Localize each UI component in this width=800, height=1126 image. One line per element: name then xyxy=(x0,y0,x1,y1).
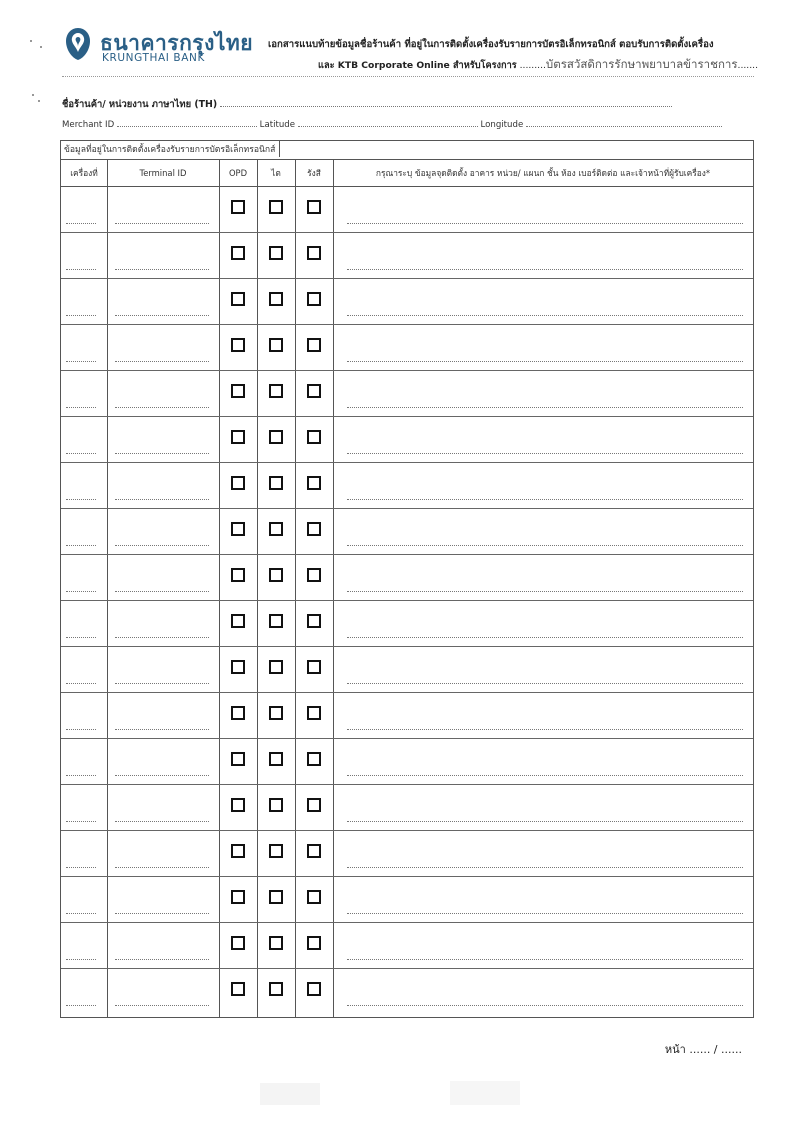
radiology-checkbox[interactable] xyxy=(307,338,321,352)
dialysis-checkbox[interactable] xyxy=(269,292,283,306)
table-row xyxy=(61,462,753,509)
machine-no-field[interactable] xyxy=(66,867,96,868)
dialysis-checkbox[interactable] xyxy=(269,614,283,628)
machine-no-field[interactable] xyxy=(66,315,96,316)
opd-checkbox[interactable] xyxy=(231,522,245,536)
terminal-id-field[interactable] xyxy=(115,913,209,914)
machine-no-field[interactable] xyxy=(66,775,96,776)
dialysis-checkbox[interactable] xyxy=(269,246,283,260)
terminal-id-field[interactable] xyxy=(115,499,209,500)
table-row xyxy=(61,186,753,233)
dialysis-checkbox[interactable] xyxy=(269,338,283,352)
terminal-id-field[interactable] xyxy=(115,361,209,362)
opd-checkbox[interactable] xyxy=(231,430,245,444)
opd-checkbox[interactable] xyxy=(231,890,245,904)
section-title-text: ข้อมูลที่อยู่ในการติดตั้งเครื่องรับรายการบัตรอิเล็กทรอนิกส์ xyxy=(64,141,280,157)
installation-details-field[interactable] xyxy=(347,269,743,270)
machine-no-field[interactable] xyxy=(66,637,96,638)
opd-checkbox[interactable] xyxy=(231,614,245,628)
terminal-id-field[interactable] xyxy=(115,821,209,822)
radiology-checkbox[interactable] xyxy=(307,706,321,720)
merchant-id-label: Merchant ID xyxy=(62,120,115,130)
radiology-checkbox[interactable] xyxy=(307,660,321,674)
table-row xyxy=(61,784,753,831)
machine-no-field[interactable] xyxy=(66,591,96,592)
installation-details-field[interactable] xyxy=(347,821,743,822)
dialysis-checkbox[interactable] xyxy=(269,476,283,490)
subtitle-prefix: และ KTB Corporate Online สำหรับโครงการ xyxy=(318,60,517,71)
faint-watermark xyxy=(250,1075,550,1115)
latitude-field[interactable] xyxy=(298,117,478,127)
installation-details-field[interactable] xyxy=(347,729,743,730)
logo-english-text: KRUNGTHAI BANK xyxy=(102,52,205,64)
table-row xyxy=(61,232,753,279)
installation-details-field[interactable] xyxy=(347,453,743,454)
dialysis-checkbox[interactable] xyxy=(269,936,283,950)
dialysis-checkbox[interactable] xyxy=(269,568,283,582)
machine-no-field[interactable] xyxy=(66,959,96,960)
radiology-checkbox[interactable] xyxy=(307,890,321,904)
opd-checkbox[interactable] xyxy=(231,982,245,996)
table-row xyxy=(61,370,753,417)
dialysis-checkbox[interactable] xyxy=(269,384,283,398)
scan-speck xyxy=(32,94,34,96)
merchant-name-line xyxy=(62,97,754,112)
col-machine: เครื่องที่ xyxy=(70,168,98,178)
radiology-checkbox[interactable] xyxy=(307,752,321,766)
terminal-id-field[interactable] xyxy=(115,453,209,454)
dialysis-checkbox[interactable] xyxy=(269,522,283,536)
merchant-name-field[interactable] xyxy=(220,97,672,107)
machine-no-field[interactable] xyxy=(66,499,96,500)
scan-speck xyxy=(38,100,40,102)
dialysis-checkbox[interactable] xyxy=(269,430,283,444)
table-row xyxy=(61,554,753,601)
opd-checkbox[interactable] xyxy=(231,246,245,260)
radiology-checkbox[interactable] xyxy=(307,982,321,996)
terminal-id-field[interactable] xyxy=(115,637,209,638)
radiology-checkbox[interactable] xyxy=(307,384,321,398)
radiology-checkbox[interactable] xyxy=(307,936,321,950)
subtitle-dots-before: ......... xyxy=(519,60,546,71)
radiology-checkbox[interactable] xyxy=(307,522,321,536)
radiology-checkbox[interactable] xyxy=(307,200,321,214)
scan-speck xyxy=(40,46,42,48)
document-subtitle xyxy=(318,56,758,74)
terminal-id-field[interactable] xyxy=(115,545,209,546)
table-section-title xyxy=(61,141,753,160)
radiology-checkbox[interactable] xyxy=(307,844,321,858)
radiology-checkbox[interactable] xyxy=(307,292,321,306)
machine-no-field[interactable] xyxy=(66,913,96,914)
opd-checkbox[interactable] xyxy=(231,752,245,766)
table-row xyxy=(61,278,753,325)
terminal-id-field[interactable] xyxy=(115,223,209,224)
dialysis-checkbox[interactable] xyxy=(269,752,283,766)
installation-details-field[interactable] xyxy=(347,545,743,546)
header-divider xyxy=(62,76,754,77)
installation-details-field[interactable] xyxy=(347,315,743,316)
merchant-name-label: ชื่อร้านค้า/ หน่วยงาน ภาษาไทย (TH) xyxy=(62,99,218,110)
dialysis-checkbox[interactable] xyxy=(269,844,283,858)
opd-checkbox[interactable] xyxy=(231,706,245,720)
opd-checkbox[interactable] xyxy=(231,936,245,950)
machine-no-field[interactable] xyxy=(66,683,96,684)
machine-no-field[interactable] xyxy=(66,361,96,362)
col-radiology: รังสี xyxy=(307,168,321,178)
document-title: เอกสารแนบท้ายข้อมูลชื่อร้านค้า ที่อยู่ในการติดตั้งเครื่องรับรายการบัตรอิเล็กทรอนิกส์ ตอบรับการติดตั้งเครื่อง xyxy=(268,39,714,50)
terminal-id-field[interactable] xyxy=(115,683,209,684)
opd-checkbox[interactable] xyxy=(231,844,245,858)
table-row xyxy=(61,416,753,463)
opd-checkbox[interactable] xyxy=(231,338,245,352)
merchant-id-line xyxy=(62,117,754,130)
bank-logo xyxy=(62,26,254,66)
radiology-checkbox[interactable] xyxy=(307,246,321,260)
dialysis-checkbox[interactable] xyxy=(269,706,283,720)
col-opd: OPD xyxy=(228,168,248,178)
terminal-id-field[interactable] xyxy=(115,1005,209,1006)
longitude-label: Longitude xyxy=(480,120,524,130)
col-details: กรุณาระบุ ข้อมูลจุดติดตั้ง อาคาร หน่วย/ แผนก ชั้น ห้อง เบอร์ติดต่อ และเจ้าหน้าที่ผู้รับเครื่อง* xyxy=(375,168,711,178)
radiology-checkbox[interactable] xyxy=(307,614,321,628)
table-row xyxy=(61,508,753,555)
table-row xyxy=(61,646,753,693)
machine-no-field[interactable] xyxy=(66,729,96,730)
table-row xyxy=(61,830,753,877)
installation-details-field[interactable] xyxy=(347,913,743,914)
machine-no-field[interactable] xyxy=(66,545,96,546)
installation-details-field[interactable] xyxy=(347,499,743,500)
table-row xyxy=(61,876,753,923)
installation-details-field[interactable] xyxy=(347,1005,743,1006)
installation-details-field[interactable] xyxy=(347,959,743,960)
col-dialysis: ไต xyxy=(271,168,281,178)
subtitle-dots-after: ....... xyxy=(737,60,758,71)
opd-checkbox[interactable] xyxy=(231,568,245,582)
terminal-id-field[interactable] xyxy=(115,591,209,592)
table-row xyxy=(61,738,753,785)
terminal-id-field[interactable] xyxy=(115,959,209,960)
terminal-id-field[interactable] xyxy=(115,729,209,730)
table-row xyxy=(61,922,753,969)
merchant-id-field[interactable] xyxy=(117,117,257,127)
dialysis-checkbox[interactable] xyxy=(269,200,283,214)
machine-no-field[interactable] xyxy=(66,269,96,270)
machine-no-field[interactable] xyxy=(66,407,96,408)
machine-no-field[interactable] xyxy=(66,821,96,822)
project-name-fill: บัตรสวัสดิการรักษาพยาบาลข้าราชการ xyxy=(545,57,738,71)
dialysis-checkbox[interactable] xyxy=(269,798,283,812)
table-row xyxy=(61,692,753,739)
machine-no-field[interactable] xyxy=(66,223,96,224)
installation-details-field[interactable] xyxy=(347,867,743,868)
opd-checkbox[interactable] xyxy=(231,660,245,674)
radiology-checkbox[interactable] xyxy=(307,476,321,490)
terminal-id-field[interactable] xyxy=(115,269,209,270)
table-header xyxy=(61,160,753,187)
installation-details-field[interactable] xyxy=(347,683,743,684)
machine-no-field[interactable] xyxy=(66,453,96,454)
opd-checkbox[interactable] xyxy=(231,384,245,398)
radiology-checkbox[interactable] xyxy=(307,430,321,444)
opd-checkbox[interactable] xyxy=(231,476,245,490)
opd-checkbox[interactable] xyxy=(231,200,245,214)
dialysis-checkbox[interactable] xyxy=(269,890,283,904)
installation-details-field[interactable] xyxy=(347,637,743,638)
longitude-field[interactable] xyxy=(526,117,722,127)
dialysis-checkbox[interactable] xyxy=(269,982,283,996)
installation-table xyxy=(60,140,754,1018)
page-number: หน้า ...... / ...... xyxy=(664,1043,742,1056)
installation-details-field[interactable] xyxy=(347,223,743,224)
radiology-checkbox[interactable] xyxy=(307,568,321,582)
krungthai-bird-icon xyxy=(62,26,94,62)
terminal-id-field[interactable] xyxy=(115,407,209,408)
opd-checkbox[interactable] xyxy=(231,798,245,812)
terminal-id-field[interactable] xyxy=(115,775,209,776)
latitude-label: Latitude xyxy=(259,120,296,130)
table-row xyxy=(61,324,753,371)
logo-thai-text: ธนาคารกรุงไทย xyxy=(100,31,254,55)
installation-details-field[interactable] xyxy=(347,407,743,408)
scan-speck xyxy=(30,40,32,42)
col-terminal-id: Terminal ID xyxy=(139,168,187,178)
dialysis-checkbox[interactable] xyxy=(269,660,283,674)
installation-details-field[interactable] xyxy=(347,361,743,362)
installation-details-field[interactable] xyxy=(347,775,743,776)
terminal-id-field[interactable] xyxy=(115,867,209,868)
radiology-checkbox[interactable] xyxy=(307,798,321,812)
table-row xyxy=(61,600,753,647)
machine-no-field[interactable] xyxy=(66,1005,96,1006)
opd-checkbox[interactable] xyxy=(231,292,245,306)
terminal-id-field[interactable] xyxy=(115,315,209,316)
table-row xyxy=(61,968,753,1014)
installation-details-field[interactable] xyxy=(347,591,743,592)
